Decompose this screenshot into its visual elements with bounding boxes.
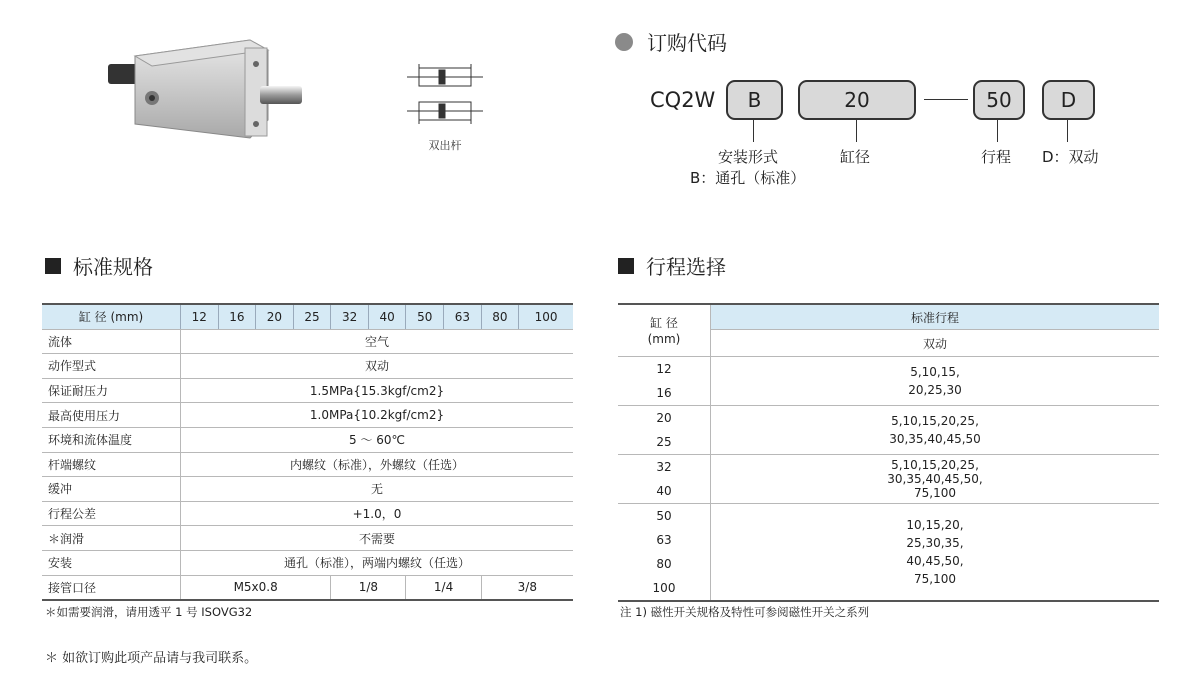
stroke-note: 注 1) 磁性开关规格及特性可参阅磁性开关之系列 [620, 605, 870, 619]
product-image [100, 28, 310, 148]
bore-cell: 63 [618, 528, 711, 552]
leader-line [997, 120, 998, 142]
row-value: +1.0，0 [181, 501, 574, 526]
bore-cell: 80 [618, 552, 711, 576]
bore-cell: 16 [218, 304, 256, 329]
code-bore-box: 20 [798, 80, 916, 120]
bore-cell: 32 [618, 455, 711, 480]
bullet-square-icon [618, 258, 634, 274]
row-value: 不需要 [181, 526, 574, 551]
table-row [42, 354, 573, 379]
spec-header-row [42, 304, 573, 329]
bore-cell: 63 [444, 304, 482, 329]
stroke-line: 5,10,15,20,25, [891, 414, 979, 428]
table-row [42, 427, 573, 452]
table-row [42, 526, 573, 551]
row-label: 环境和流体温度 [42, 427, 181, 452]
row-label: 行程公差 [42, 501, 181, 526]
table-row [42, 477, 573, 502]
stroke-line: 10,15,20, [906, 518, 964, 532]
stroke-line: 5,10,15,20,25, [891, 458, 979, 472]
table-row [618, 357, 1159, 382]
bore-cell: 50 [618, 504, 711, 529]
stroke-line: 30,35,40,45,50 [889, 432, 981, 446]
stroke-header-row [618, 304, 1159, 330]
bore-cell: 20 [256, 304, 294, 329]
bore-label: 缸径 [840, 148, 871, 166]
header-bore-text: 缸 径 [650, 315, 678, 330]
row-label: 安装 [42, 550, 181, 575]
row-value: 空气 [181, 329, 574, 354]
row-value: 内螺纹（标准），外螺纹（任选） [181, 452, 574, 477]
diagram-label: 双出杆 [428, 139, 462, 152]
port-value: M5x0.8 [181, 575, 331, 600]
mount-label: 安装形式 [718, 148, 779, 166]
stroke-line: 20,25,30 [908, 383, 962, 397]
stroke-values [711, 504, 1160, 602]
ordering-title-text: 订购代码 [647, 31, 727, 55]
table-row [42, 329, 573, 354]
spec-footnote: ＊如需要润滑，请用透平 1 号 ISOVG32 [45, 605, 253, 619]
leader-line [753, 120, 754, 142]
table-row [42, 403, 573, 428]
spec-title-text: 标准规格 [73, 255, 153, 279]
spec-table [42, 303, 573, 601]
row-label: 杆端螺纹 [42, 452, 181, 477]
table-row [42, 378, 573, 403]
ordering-title [615, 27, 727, 56]
table-row [42, 452, 573, 477]
spec-title [45, 251, 153, 280]
row-label: 流体 [42, 329, 181, 354]
bore-cell: 12 [618, 357, 711, 382]
table-row [618, 455, 1159, 480]
port-value: 3/8 [481, 575, 573, 600]
bore-cell: 25 [293, 304, 331, 329]
stroke-line: 5,10,15, [910, 365, 960, 379]
bullet-dot-icon [615, 33, 633, 51]
stroke-table [618, 303, 1159, 602]
row-value: 5 ～ 60℃ [181, 427, 574, 452]
stroke-title-text: 行程选择 [646, 255, 726, 279]
bore-cell: 40 [368, 304, 406, 329]
table-row [42, 550, 573, 575]
code-stroke-box: 50 [973, 80, 1025, 120]
bore-cell: 100 [618, 576, 711, 601]
row-value: 1.0MPa{10.2kgf/cm2} [181, 403, 574, 428]
row-label: 保证耐压力 [42, 378, 181, 403]
header-unit-text: (mm) [647, 331, 681, 346]
row-label: 最高使用压力 [42, 403, 181, 428]
spec-header-label: 缸 径 (mm) [42, 304, 181, 329]
stroke-line: 40,45,50, [906, 554, 964, 568]
code-mount-box: B [726, 80, 783, 120]
stroke-line: 30,35,40,45,50, [887, 472, 983, 486]
stroke-line: 75,100 [914, 486, 956, 500]
contact-note: ＊ 如欲订购此项产品请与我司联系。 [45, 651, 258, 666]
stroke-values [711, 455, 1160, 504]
bore-cell: 50 [406, 304, 444, 329]
stroke-values [711, 357, 1160, 406]
table-row [42, 575, 573, 600]
row-label: 动作型式 [42, 354, 181, 379]
row-value: 通孔（标准），两端内螺纹（任选） [181, 550, 574, 575]
bore-cell: 80 [481, 304, 519, 329]
table-row [618, 406, 1159, 431]
double-rod-diagram [405, 64, 485, 126]
row-value: 双动 [181, 354, 574, 379]
stroke-values [711, 406, 1160, 455]
bore-cell: 12 [181, 304, 219, 329]
mount-desc: B：通孔（标准） [690, 169, 806, 187]
row-label: 缓冲 [42, 477, 181, 502]
bore-cell: 32 [331, 304, 369, 329]
bore-cell: 16 [618, 381, 711, 406]
code-action-box: D [1042, 80, 1095, 120]
stroke-title [618, 251, 726, 280]
model-prefix: CQ2W [650, 88, 716, 112]
port-value: 1/8 [331, 575, 406, 600]
stroke-line: 25,30,35, [906, 536, 964, 550]
row-value: 无 [181, 477, 574, 502]
row-label: ＊润滑 [42, 526, 181, 551]
action-label: D：双动 [1042, 148, 1099, 166]
stroke-header-std: 标准行程 [711, 304, 1160, 330]
stroke-header-bore [618, 304, 711, 357]
leader-line [1067, 120, 1068, 142]
row-label: 接管口径 [42, 575, 181, 600]
leader-line [856, 120, 857, 142]
code-dash [924, 99, 968, 100]
stroke-header-action: 双动 [711, 330, 1160, 357]
stroke-line: 75,100 [914, 572, 956, 586]
port-value: 1/4 [406, 575, 481, 600]
table-row [42, 501, 573, 526]
bore-cell: 25 [618, 430, 711, 455]
stroke-label: 行程 [981, 148, 1012, 166]
bullet-square-icon [45, 258, 61, 274]
table-row [618, 504, 1159, 529]
bore-cell: 100 [519, 304, 573, 329]
bore-cell: 40 [618, 479, 711, 504]
row-value: 1.5MPa{15.3kgf/cm2} [181, 378, 574, 403]
bore-cell: 20 [618, 406, 711, 431]
